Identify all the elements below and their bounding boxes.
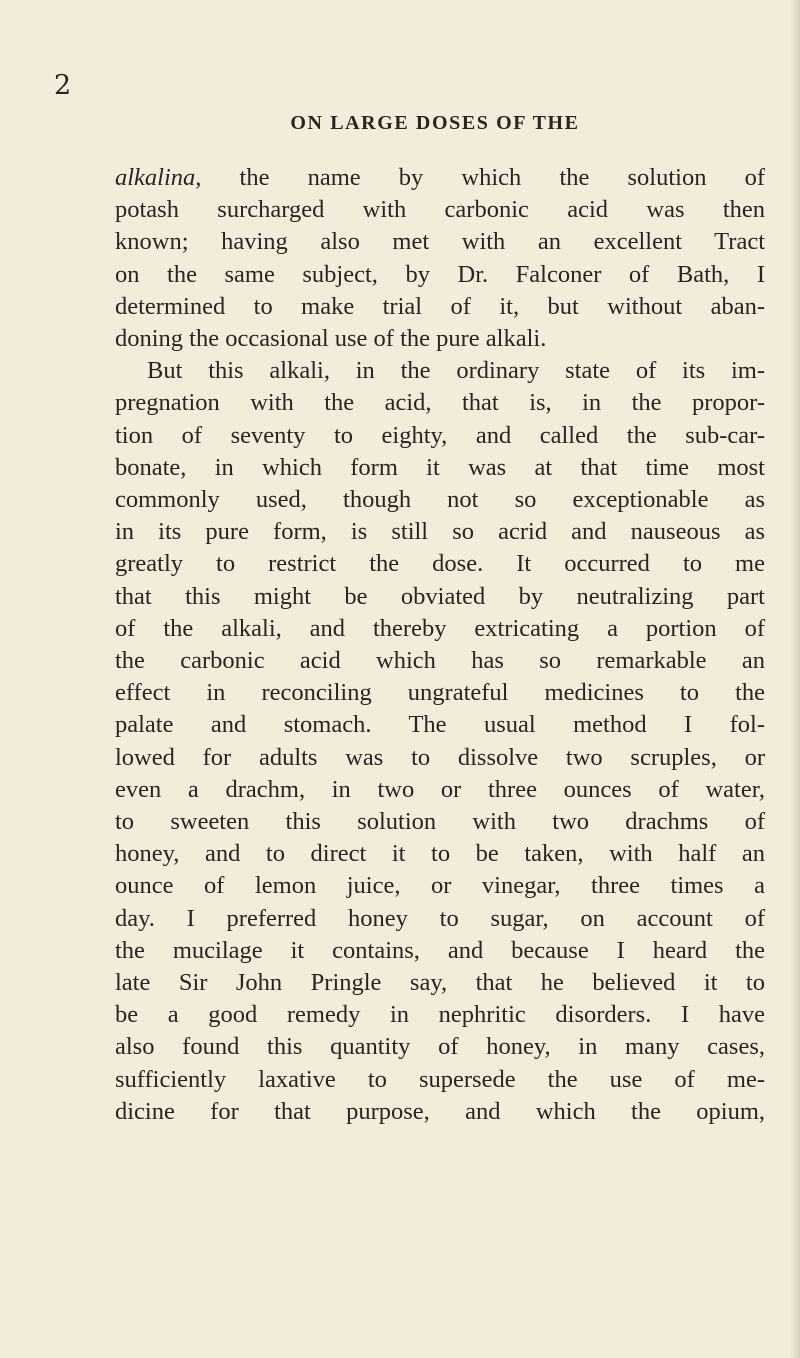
text-line-18: palate and stomach. The usual method I fol- xyxy=(115,711,765,739)
text-line-29: sufficiently laxative to supersede the use of me- xyxy=(115,1065,765,1093)
text-line-22: honey, and to direct it to be taken, with half an xyxy=(115,840,765,868)
text-line-16: the carbonic acid which has so remarkable an xyxy=(115,647,765,675)
text-line-28: also found this quantity of honey, in many cases, xyxy=(115,1033,765,1061)
text-line-17: effect in reconciling ungrateful medicines to the xyxy=(115,679,765,707)
text-line-1: alkalina, the name by which the solution of xyxy=(115,164,765,191)
text-line-7: But this alkali, in the ordinary state of its im- xyxy=(147,357,765,385)
text-line-10: bonate, in which form it was at that time most xyxy=(115,453,765,481)
text-line-3: known; having also met with an excellent Tract xyxy=(115,228,765,256)
text-line-21: to sweeten this solution with two drachms of xyxy=(115,808,765,836)
text-line-19: lowed for adults was to dissolve two scruples, or xyxy=(115,743,765,771)
text-line-11: commonly used, though not so exceptionable as xyxy=(115,486,765,514)
text-line-30: dicine for that purpose, and which the opium, xyxy=(115,1097,765,1125)
running-head: ON LARGE DOSES OF THE xyxy=(290,112,580,134)
text-line-9: tion of seventy to eighty, and called the sub-car- xyxy=(115,421,765,449)
text-line-15: of the alkali, and thereby extricating a portion of xyxy=(115,614,765,642)
text-line-2: potash surcharged with carbonic acid was then xyxy=(115,196,765,224)
text-line-4: on the same subject, by Dr. Falconer of Bath, I xyxy=(115,260,765,288)
text-line-27: be a good remedy in nephritic disorders. I have xyxy=(115,1001,765,1029)
text-line-5: determined to make trial of it, but without aban- xyxy=(115,292,765,320)
text-line-6: doning the occasional use of the pure alkali. xyxy=(115,325,547,353)
text-line-13: greatly to restrict the dose. It occurred to me xyxy=(115,550,765,578)
text-line-20: even a drachm, in two or three ounces of water, xyxy=(115,775,765,803)
italic-term: alkalina, xyxy=(115,164,202,191)
text-line-14: that this might be obviated by neutralizing part xyxy=(115,582,765,610)
body-text xyxy=(115,162,765,1128)
text-line-8: pregnation with the acid, that is, in the propor- xyxy=(115,389,765,417)
text-line-12: in its pure form, is still so acrid and nauseous as xyxy=(115,518,765,546)
text-line-26: late Sir John Pringle say, that he believed it to xyxy=(115,969,765,997)
page-edge-shadow xyxy=(790,0,800,1358)
text-line-23: ounce of lemon juice, or vinegar, three times a xyxy=(115,872,765,900)
page-number: 2 xyxy=(54,70,72,101)
text-line-24: day. I preferred honey to sugar, on account of xyxy=(115,904,765,932)
text-line-25: the mucilage it contains, and because I heard the xyxy=(115,936,765,964)
